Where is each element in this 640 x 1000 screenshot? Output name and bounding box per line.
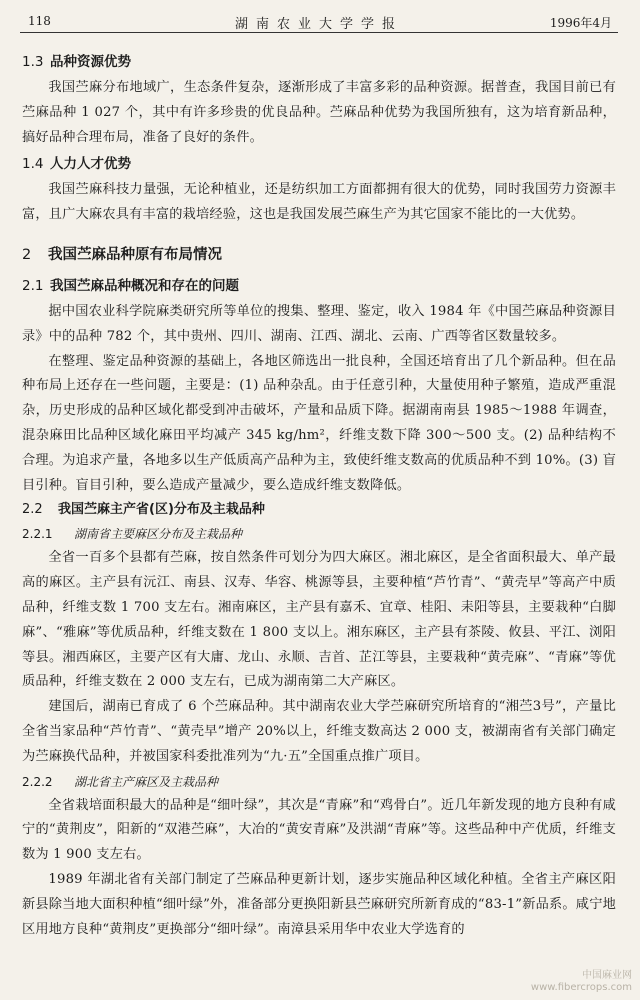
site-watermark	[531, 970, 632, 994]
paragraph: 全省一百多个县都有苎麻，按自然条件可划分为四大麻区。湘北麻区，是全省面积最大、单产最高的麻区。主产县有沅江、南县、汉寿、华容、桃源等县，主要种植“芦竹青”、“黄壳早”等高产中质品种，纤维支数 1 700 支左右。湘南麻区，主产县有嘉禾、宜章、桂阳、耒阳等县，主要栽种“白脚麻”、“雅麻”等优质品种，纤维支数在 1 800 支以上。湘东麻区，主产县有茶陵、攸县、平江、浏阳等县。湘西麻区，主要产区有大庸、龙山、永顺、吉首、芷江等县，主要栽种“黄壳麻”、“青麻”等优质品种，纤维支数在 2 000 支左右，已成为湖南第二大产麻区。	[22, 550, 616, 690]
section-heading-2-2-2	[22, 770, 616, 794]
section-title: 我国苎麻品种概况和存在的问题	[50, 277, 239, 294]
watermark-name: 中国麻业网	[582, 970, 632, 981]
issue-date: 1996年4月	[549, 16, 612, 30]
running-header	[20, 8, 618, 33]
paragraph: 全省栽培面积最大的品种是“细叶绿”，其次是“青麻”和“鸡骨白”。近几年新发现的地方良种有咸宁的“黄荆皮”，阳新的“双港苎麻”，大冶的“黄安青麻”及洪湖“青麻”等。这些品种中产优质，纤维支数为 1 900 支左右。	[22, 797, 616, 863]
article-body	[22, 48, 616, 942]
section-title: 人力人才优势	[50, 156, 131, 173]
watermark-url: www.fibercrops.com	[530, 982, 632, 993]
section-number: 1.3	[22, 54, 44, 70]
section-number: 2.1	[22, 277, 44, 294]
section-number: 2.2.1	[22, 527, 53, 542]
section-heading-2-2	[22, 498, 616, 522]
section-title: 我国苎麻主产省(区)分布及主栽品种	[58, 502, 265, 518]
journal-title: 湖南农业大学学报	[234, 17, 403, 32]
section-number: 2.2.2	[22, 774, 53, 789]
section-number: 2.2	[22, 502, 43, 518]
paragraph: 据中国农业科学院麻类研究所等单位的搜集、整理、鉴定，收入 1984 年《中国苎麻品种资源目录》中的品种 782 个，其中贵州、四川、湖南、江西、湖北、云南、广西等省区数量较多。	[22, 303, 616, 344]
section-heading-2	[22, 238, 616, 272]
paragraph: 我国苎麻分布地域广，生态条件复杂，逐渐形成了丰富多彩的品种资源。据普查，我国目前已有苎麻品种 1 027 个，其中有许多珍贵的优良品种。苎麻品种优势为我国所独有，这为培育新品种，搞好品种合理布局，准备了良好的条件。	[22, 80, 616, 145]
section-title: 湖北省主产麻区及主栽品种	[74, 774, 219, 789]
section-heading-2-1	[22, 272, 616, 300]
section-number: 1.4	[22, 156, 44, 173]
section-title: 湖南省主要麻区分布及主栽品种	[74, 527, 243, 542]
section-number: 2	[22, 246, 32, 263]
section-heading-2-2-1	[22, 522, 616, 546]
paragraph: 在整理、鉴定品种资源的基础上，各地区筛选出一批良种，全国还培育出了几个新品种。但在品种布局上还存在一些问题，主要是：(1) 品种杂乱。由于任意引种，大量使用种子繁殖，造成严重混杂，历史形成的品种区域化都受到冲击破坏，产量和品质下降。据湖南南县 1985～1988 年调查，混杂麻田比品种区域化麻田平均减产 345 kg/hm²，纤维支数下降 300～500 支。(2) 品种结构不合理。为追求产量，各地多以生产低质高产品种为主，致使纤维支数高的优质品种不到 10%。(3) 盲目引种。盲目引种，要么造成产量减少，要么造成纤维支数降低。	[22, 353, 616, 493]
paragraph: 我国苎麻科技力量强，无论种植业，还是纺织加工方面都拥有很大的优势，同时我国劳力资源丰富，且广大麻农具有丰富的栽培经验，这也是我国发展苎麻生产为其它国家不能比的一大优势。	[22, 182, 616, 223]
paragraph: 1989 年湖北省有关部门制定了苎麻品种更新计划，逐步实施品种区域化种植。全省主产麻区阳新县除当地大面积种植“细叶绿”外，准备部分更换阳新县苎麻研究所新育成的“83-1”新品系。咸宁地区用地方良种“黄荆皮”更换部分“细叶绿”。南漳县采用华中农业大学选育的	[22, 871, 616, 937]
page-number: 118	[28, 14, 51, 28]
paragraph: 建国后，湖南已育成了 6 个苎麻品种。其中湖南农业大学苎麻研究所培育的“湘苎3号”，产量比全省当家品种“芦竹青”、“黄壳早”增产 20%以上，纤维支数高达 2 000 支，被湖南省有关部门确定为苎麻换代品种，并被国家科委批准列为“九·五”全国重点推广项目。	[22, 699, 616, 764]
section-title: 品种资源优势	[50, 54, 131, 70]
section-heading-1-4	[22, 150, 616, 178]
section-heading-1-3	[22, 48, 616, 76]
section-title: 我国苎麻品种原有布局情况	[48, 246, 222, 263]
